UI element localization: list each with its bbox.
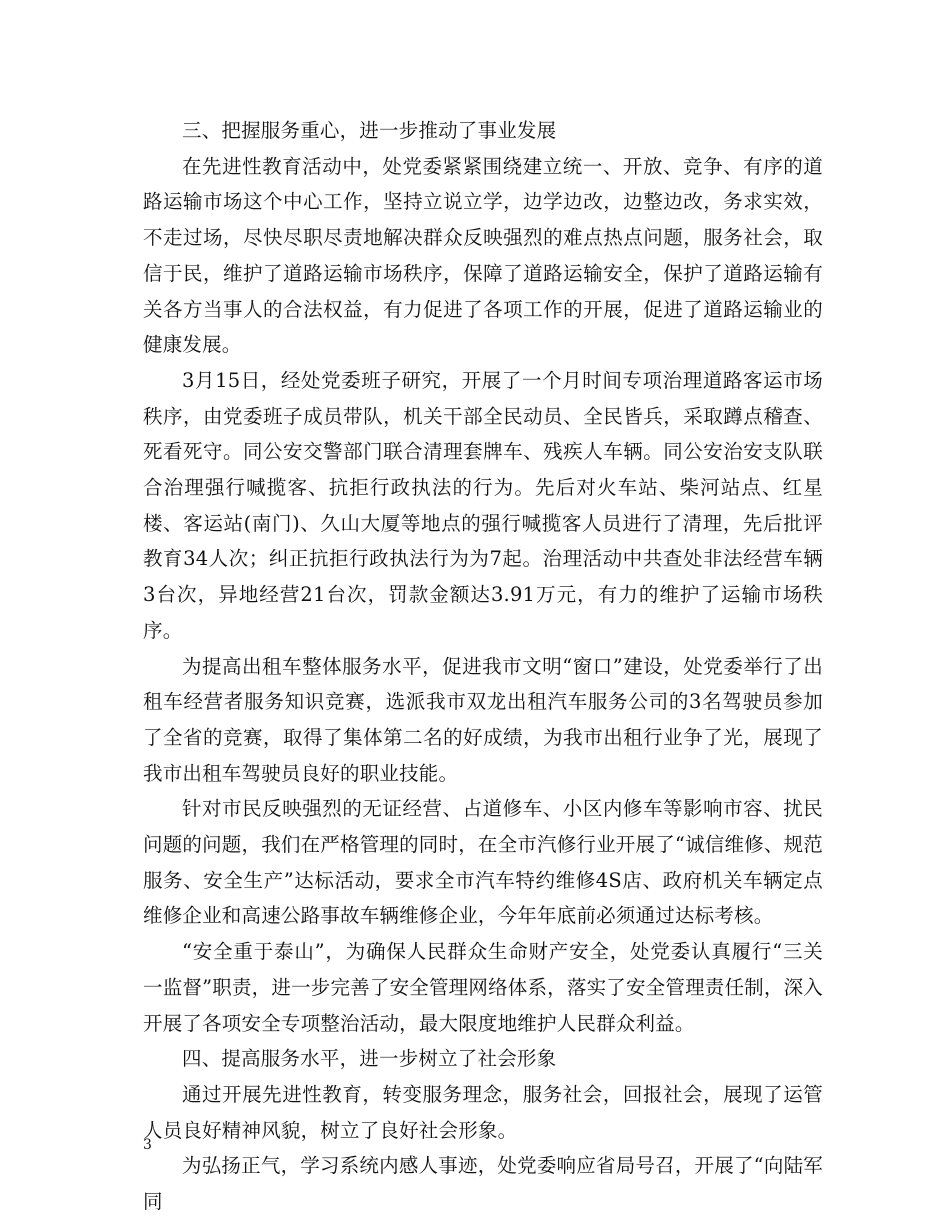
paragraph-service-image: 通过开展先进性教育，转变服务理念，服务社会，回报社会，展现了运管人员良好精神风貌，树立了良好社会形象。 — [143, 1082, 823, 1142]
section-heading-4: 四、提高服务水平，进一步树立了社会形象 — [182, 1047, 557, 1071]
paragraph-market-order: 3月15日，经处党委班子研究，开展了一个月时间专项治理道路客运市场秩序，由党委班子成员带队，机关干部全民动员、全民皆兵，采取蹲点稽查、死看死守。同公安交警部门联合清理套牌车、残疾人车辆。同公安治安支队联合治理强行喊揽客、抗拒行政执法的行为。先后对火车站、柴河站点、红星楼、客运站(南门)、久山大厦等地点的强行喊揽客人员进行了清理，先后批评教育34人次；纠正抗拒行政执法行为为7起。治理活动中共查处非法经营车辆3台次，异地经营21台次，罚款金额达3.91万元，有力的维护了运输市场秩序。 — [143, 368, 823, 642]
paragraph-taxi-service: 为提高出租车整体服务水平，促进我市文明“窗口”建设，处党委举行了出租车经营者服务知识竞赛，选派我市双龙出租汽车服务公司的3名驾驶员参加了全省的竞赛，取得了集体第二名的好成绩，为我市出租行业争了光，展现了我市出租车驾驶员良好的职业技能。 — [143, 654, 823, 785]
paragraph-education-activity: 在先进性教育活动中，处党委紧紧围绕建立统一、开放、竞争、有序的道路运输市场这个中心工作，坚持立说立学，边学边改，边整边改，务求实效，不走过场，尽快尽职尽责地解决群众反映强烈的难点热点问题，服务社会，取信于民，维护了道路运输市场秩序，保障了道路运输安全，保护了道路运输有关各方当事人的合法权益，有力促进了各项工作的开展，促进了道路运输业的健康发展。 — [143, 154, 823, 357]
page-number: 3 — [143, 1137, 152, 1153]
document-body — [143, 113, 823, 1220]
section-heading-3: 三、把握服务重心，进一步推动了事业发展 — [182, 119, 557, 142]
paragraph-promote-righteousness: 为弘扬正气，学习系统内感人事迹，处党委响应省局号召，开展了“向陆军同 — [143, 1154, 823, 1214]
paragraph-auto-repair: 针对市民反映强烈的无证经营、占道修车、小区内修车等影响市容、扰民问题的问题，我们在严格管理的同时，在全市汽修行业开展了“诚信维修、规范服务、安全生产”达标活动，要求全市汽车特约维修4S店、政府机关车辆定点维修企业和高速公路事故车辆维修企业，今年年底前必须通过达标考核。 — [143, 797, 823, 928]
paragraph-safety: “安全重于泰山”，为确保人民群众生命财产安全，处党委认真履行“三关一监督”职责，进一步完善了安全管理网络体系，落实了安全管理责任制，深入开展了各项安全专项整治活动，最大限度地维护人民群众利益。 — [143, 940, 823, 1035]
